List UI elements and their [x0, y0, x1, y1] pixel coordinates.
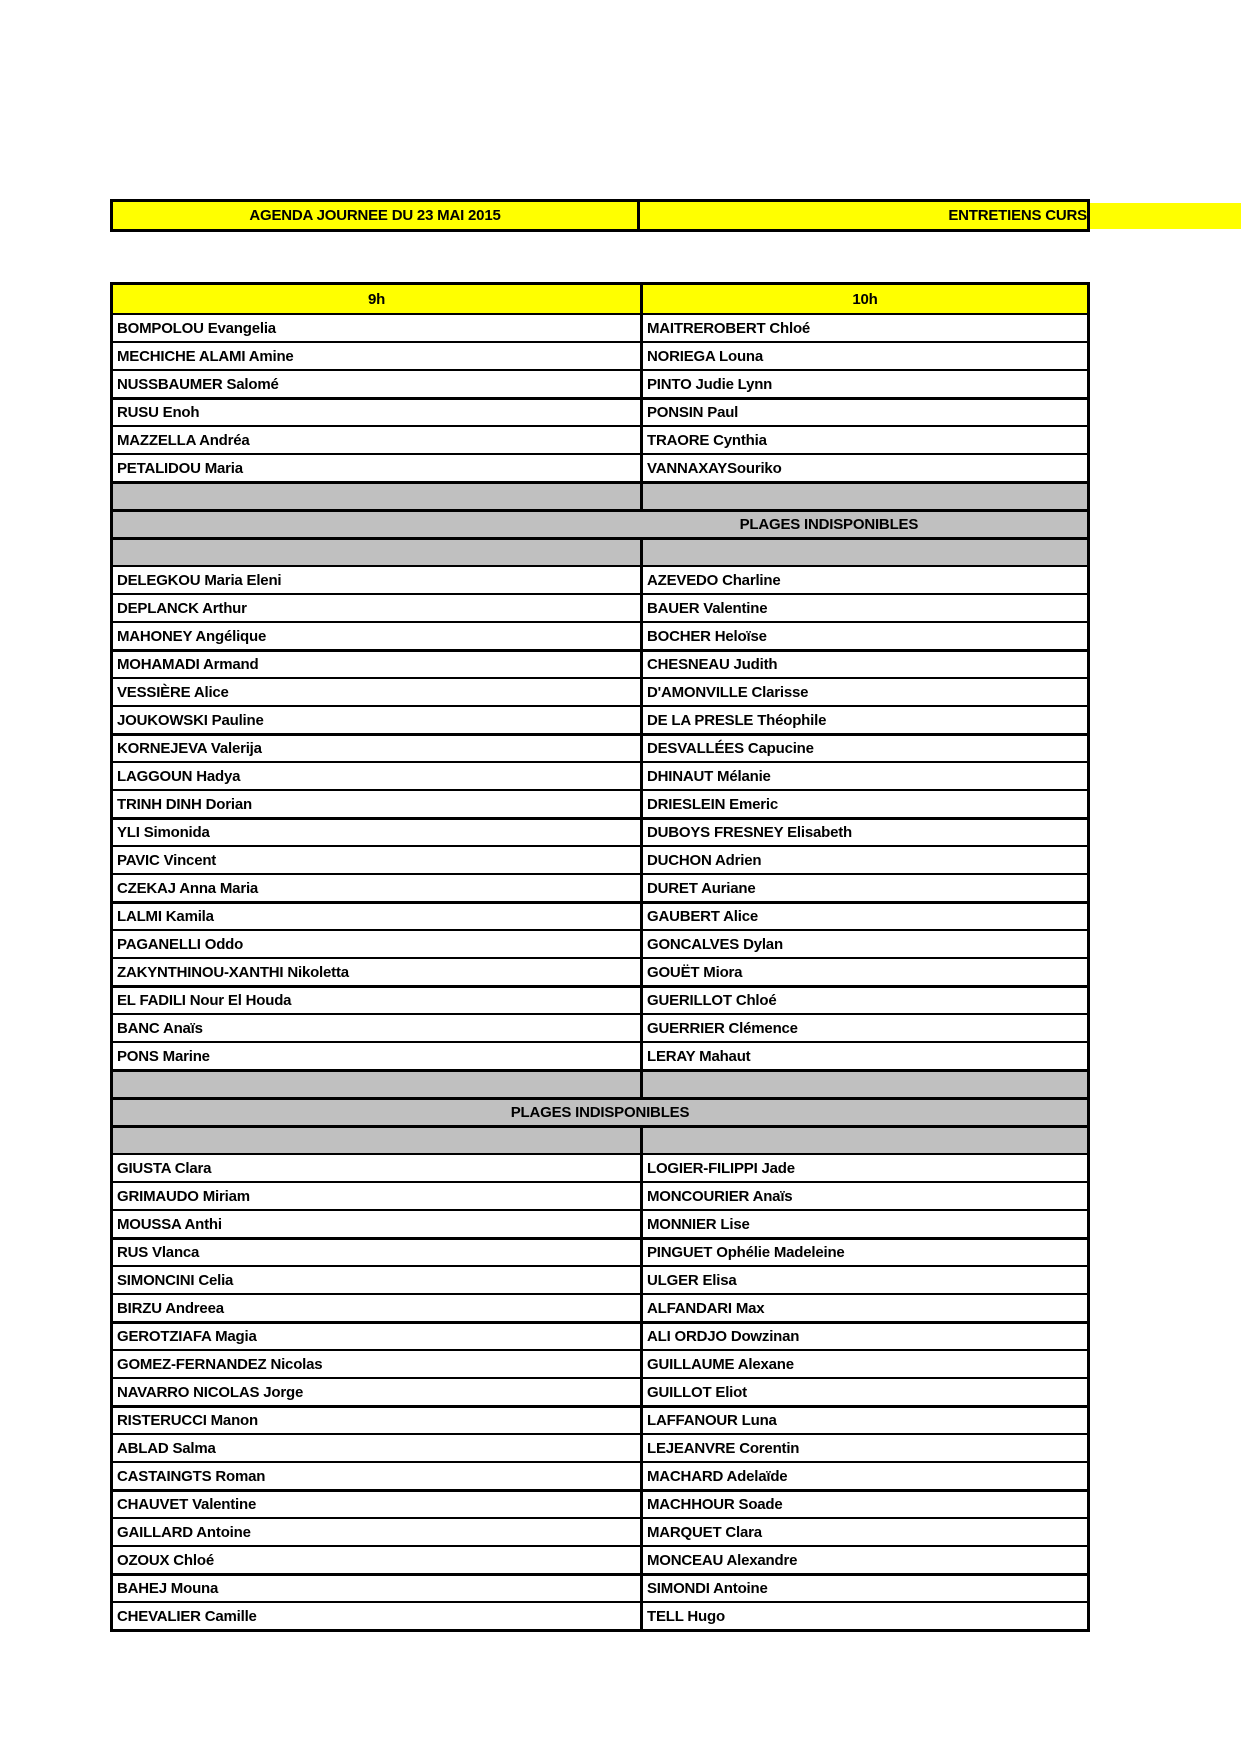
name-cell: DURET Auriane [640, 875, 1087, 901]
schedule-row [113, 901, 1087, 929]
title-entretiens: ENTRETIENS CURS [948, 207, 1087, 224]
title-highlight-extension [1090, 203, 1241, 229]
unavailable-banner [113, 1097, 1087, 1125]
name-cell: LALMI Kamila [117, 908, 214, 925]
name-cell: DUBOYS FRESNEY Elisabeth [640, 820, 1087, 845]
name-cell: LEJEANVRE Corentin [640, 1435, 1087, 1461]
name-cell: GUERRIER Clémence [640, 1015, 1087, 1041]
empty-cell [640, 540, 1087, 565]
name-cell: CHEVALIER Camille [117, 1607, 257, 1625]
schedule-row [113, 1601, 1087, 1629]
name-cell: NAVARRO NICOLAS Jorge [117, 1383, 304, 1401]
schedule-row [113, 565, 1087, 593]
schedule-row [113, 1181, 1087, 1209]
name-cell: PONSIN Paul [640, 400, 1087, 425]
schedule-row [113, 1405, 1087, 1433]
name-cell: GEROTZIAFA Magia [117, 1328, 257, 1345]
name-cell: ZAKYNTHINOU-XANTHI Nikoletta [117, 963, 349, 981]
name-cell: DEPLANCK Arthur [117, 599, 247, 617]
title-agenda: AGENDA JOURNEE DU 23 MAI 2015 [113, 202, 640, 229]
name-cell: LAGGOUN Hadya [117, 767, 241, 785]
name-cell: EL FADILI Nour El Houda [117, 992, 292, 1009]
empty-cell [113, 484, 640, 509]
name-cell: PONS Marine [117, 1047, 210, 1065]
separator-row [113, 481, 1087, 509]
name-cell: MOHAMADI Armand [117, 656, 259, 673]
name-cell: RUS Vlanca [117, 1244, 200, 1261]
schedule-row [113, 453, 1087, 481]
name-cell: DUCHON Adrien [640, 847, 1087, 873]
name-cell: VANNAXAYSouriko [640, 455, 1087, 481]
name-cell: ALFANDARI Max [640, 1295, 1087, 1321]
name-cell: VESSIÈRE Alice [117, 683, 229, 701]
schedule-row [113, 1293, 1087, 1321]
schedule-row [113, 817, 1087, 845]
column-header-10h: 10h [640, 285, 1087, 313]
schedule-row [113, 397, 1087, 425]
schedule-row [113, 845, 1087, 873]
name-cell: SIMONDI Antoine [640, 1576, 1087, 1601]
name-cell: CZEKAJ Anna Maria [117, 879, 259, 897]
name-cell: PAGANELLI Oddo [117, 935, 244, 953]
name-cell: GUILLOT Eliot [640, 1379, 1087, 1405]
name-cell: PINGUET Ophélie Madeleine [640, 1240, 1087, 1265]
name-cell: GUILLAUME Alexane [640, 1351, 1087, 1377]
name-cell: MACHARD Adelaïde [640, 1463, 1087, 1489]
schedule-row [113, 621, 1087, 649]
schedule-row [113, 313, 1087, 341]
schedule-row [113, 733, 1087, 761]
column-header-row [113, 285, 1087, 313]
name-cell: TRAORE Cynthia [640, 427, 1087, 453]
schedule-row [113, 369, 1087, 397]
schedule-row [113, 1013, 1087, 1041]
name-cell: GRIMAUDO Miriam [117, 1187, 250, 1205]
schedule-row [113, 1153, 1087, 1181]
empty-cell [640, 484, 1087, 509]
empty-cell [113, 1072, 640, 1097]
name-cell: YLI Simonida [117, 824, 210, 841]
name-cell: NUSSBAUMER Salomé [117, 375, 279, 393]
name-cell: MONNIER Lise [640, 1211, 1087, 1237]
schedule-row [113, 677, 1087, 705]
name-cell: RUSU Enoh [117, 404, 200, 421]
name-cell: NORIEGA Louna [640, 343, 1087, 369]
schedule-row [113, 957, 1087, 985]
name-cell: CHAUVET Valentine [117, 1496, 257, 1513]
name-cell: ABLAD Salma [117, 1439, 216, 1457]
schedule-row [113, 1545, 1087, 1573]
schedule-row [113, 341, 1087, 369]
separator-row [113, 537, 1087, 565]
name-cell: DRIESLEIN Emeric [640, 791, 1087, 817]
separator-row [113, 1069, 1087, 1097]
empty-cell [113, 1128, 640, 1153]
schedule-row [113, 1265, 1087, 1293]
schedule-row [113, 1321, 1087, 1349]
name-cell: DESVALLÉES Capucine [640, 736, 1087, 761]
schedule-row [113, 1209, 1087, 1237]
name-cell: GOUËT Miora [640, 959, 1087, 985]
unavailable-label: PLAGES INDISPONIBLES [510, 1104, 690, 1121]
name-cell: OZOUX Chloé [117, 1551, 214, 1569]
schedule-row [113, 929, 1087, 957]
name-cell: DE LA PRESLE Théophile [640, 707, 1087, 733]
schedule-row [113, 425, 1087, 453]
name-cell: SIMONCINI Celia [117, 1271, 234, 1289]
schedule-row [113, 985, 1087, 1013]
name-cell: GONCALVES Dylan [640, 931, 1087, 957]
name-cell: GOMEZ-FERNANDEZ Nicolas [117, 1355, 323, 1373]
name-cell: AZEVEDO Charline [640, 567, 1087, 593]
name-cell: D'AMONVILLE Clarisse [640, 679, 1087, 705]
schedule-row [113, 873, 1087, 901]
name-cell: MONCEAU Alexandre [640, 1547, 1087, 1573]
name-cell: BIRZU Andreea [117, 1299, 224, 1317]
name-cell: LAFFANOUR Luna [640, 1408, 1087, 1433]
name-cell: BANC Anaïs [117, 1019, 203, 1037]
column-header-9h: 9h [367, 290, 386, 308]
schedule-row [113, 1377, 1087, 1405]
empty-cell [640, 1072, 1087, 1097]
name-cell: ALI ORDJO Dowzinan [640, 1324, 1087, 1349]
schedule-table [110, 282, 1090, 1632]
name-cell: ULGER Elisa [640, 1267, 1087, 1293]
name-cell: PAVIC Vincent [117, 851, 217, 869]
schedule-row [113, 1041, 1087, 1069]
schedule-row [113, 1573, 1087, 1601]
schedule-row [113, 761, 1087, 789]
name-cell: MARQUET Clara [640, 1519, 1087, 1545]
name-cell: BAUER Valentine [640, 595, 1087, 621]
schedule-row [113, 1517, 1087, 1545]
schedule-row [113, 705, 1087, 733]
name-cell: CHESNEAU Judith [640, 652, 1087, 677]
name-cell: DELEGKOU Maria Eleni [117, 571, 282, 589]
schedule-row [113, 1489, 1087, 1517]
title-bar [110, 199, 1090, 232]
name-cell: BOMPOLOU Evangelia [117, 319, 276, 337]
name-cell: TELL Hugo [640, 1603, 1087, 1629]
name-cell: DHINAUT Mélanie [640, 763, 1087, 789]
name-cell: PETALIDOU Maria [117, 459, 243, 477]
name-cell: MAHONEY Angélique [117, 627, 267, 645]
name-cell: GAILLARD Antoine [117, 1523, 251, 1541]
name-cell: LOGIER-FILIPPI Jade [640, 1155, 1087, 1181]
name-cell: BOCHER Heloïse [640, 623, 1087, 649]
schedule-row [113, 1461, 1087, 1489]
unavailable-banner [113, 509, 1087, 537]
name-cell: PINTO Judie Lynn [640, 371, 1087, 397]
name-cell: MECHICHE ALAMI Amine [117, 347, 294, 365]
name-cell: RISTERUCCI Manon [117, 1412, 258, 1429]
schedule-row [113, 789, 1087, 817]
name-cell: LERAY Mahaut [640, 1043, 1087, 1069]
separator-row [113, 1125, 1087, 1153]
name-cell: GUERILLOT Chloé [640, 988, 1087, 1013]
name-cell: MOUSSA Anthi [117, 1215, 222, 1233]
name-cell: MONCOURIER Anaïs [640, 1183, 1087, 1209]
empty-cell [640, 1128, 1087, 1153]
unavailable-label: PLAGES INDISPONIBLES [739, 516, 919, 533]
name-cell: BAHEJ Mouna [117, 1580, 219, 1597]
name-cell: MAZZELLA Andréa [117, 431, 250, 449]
schedule-row [113, 649, 1087, 677]
schedule-row [113, 1433, 1087, 1461]
name-cell: GAUBERT Alice [640, 904, 1087, 929]
name-cell: TRINH DINH Dorian [117, 795, 252, 813]
name-cell: JOUKOWSKI Pauline [117, 711, 264, 729]
name-cell: MACHHOUR Soade [640, 1492, 1087, 1517]
name-cell: GIUSTA Clara [117, 1159, 212, 1177]
name-cell: MAITREROBERT Chloé [640, 315, 1087, 341]
name-cell: KORNEJEVA Valerija [117, 740, 262, 757]
schedule-row [113, 1349, 1087, 1377]
empty-cell [113, 540, 640, 565]
name-cell: CASTAINGTS Roman [117, 1467, 266, 1485]
schedule-row [113, 1237, 1087, 1265]
schedule-row [113, 593, 1087, 621]
